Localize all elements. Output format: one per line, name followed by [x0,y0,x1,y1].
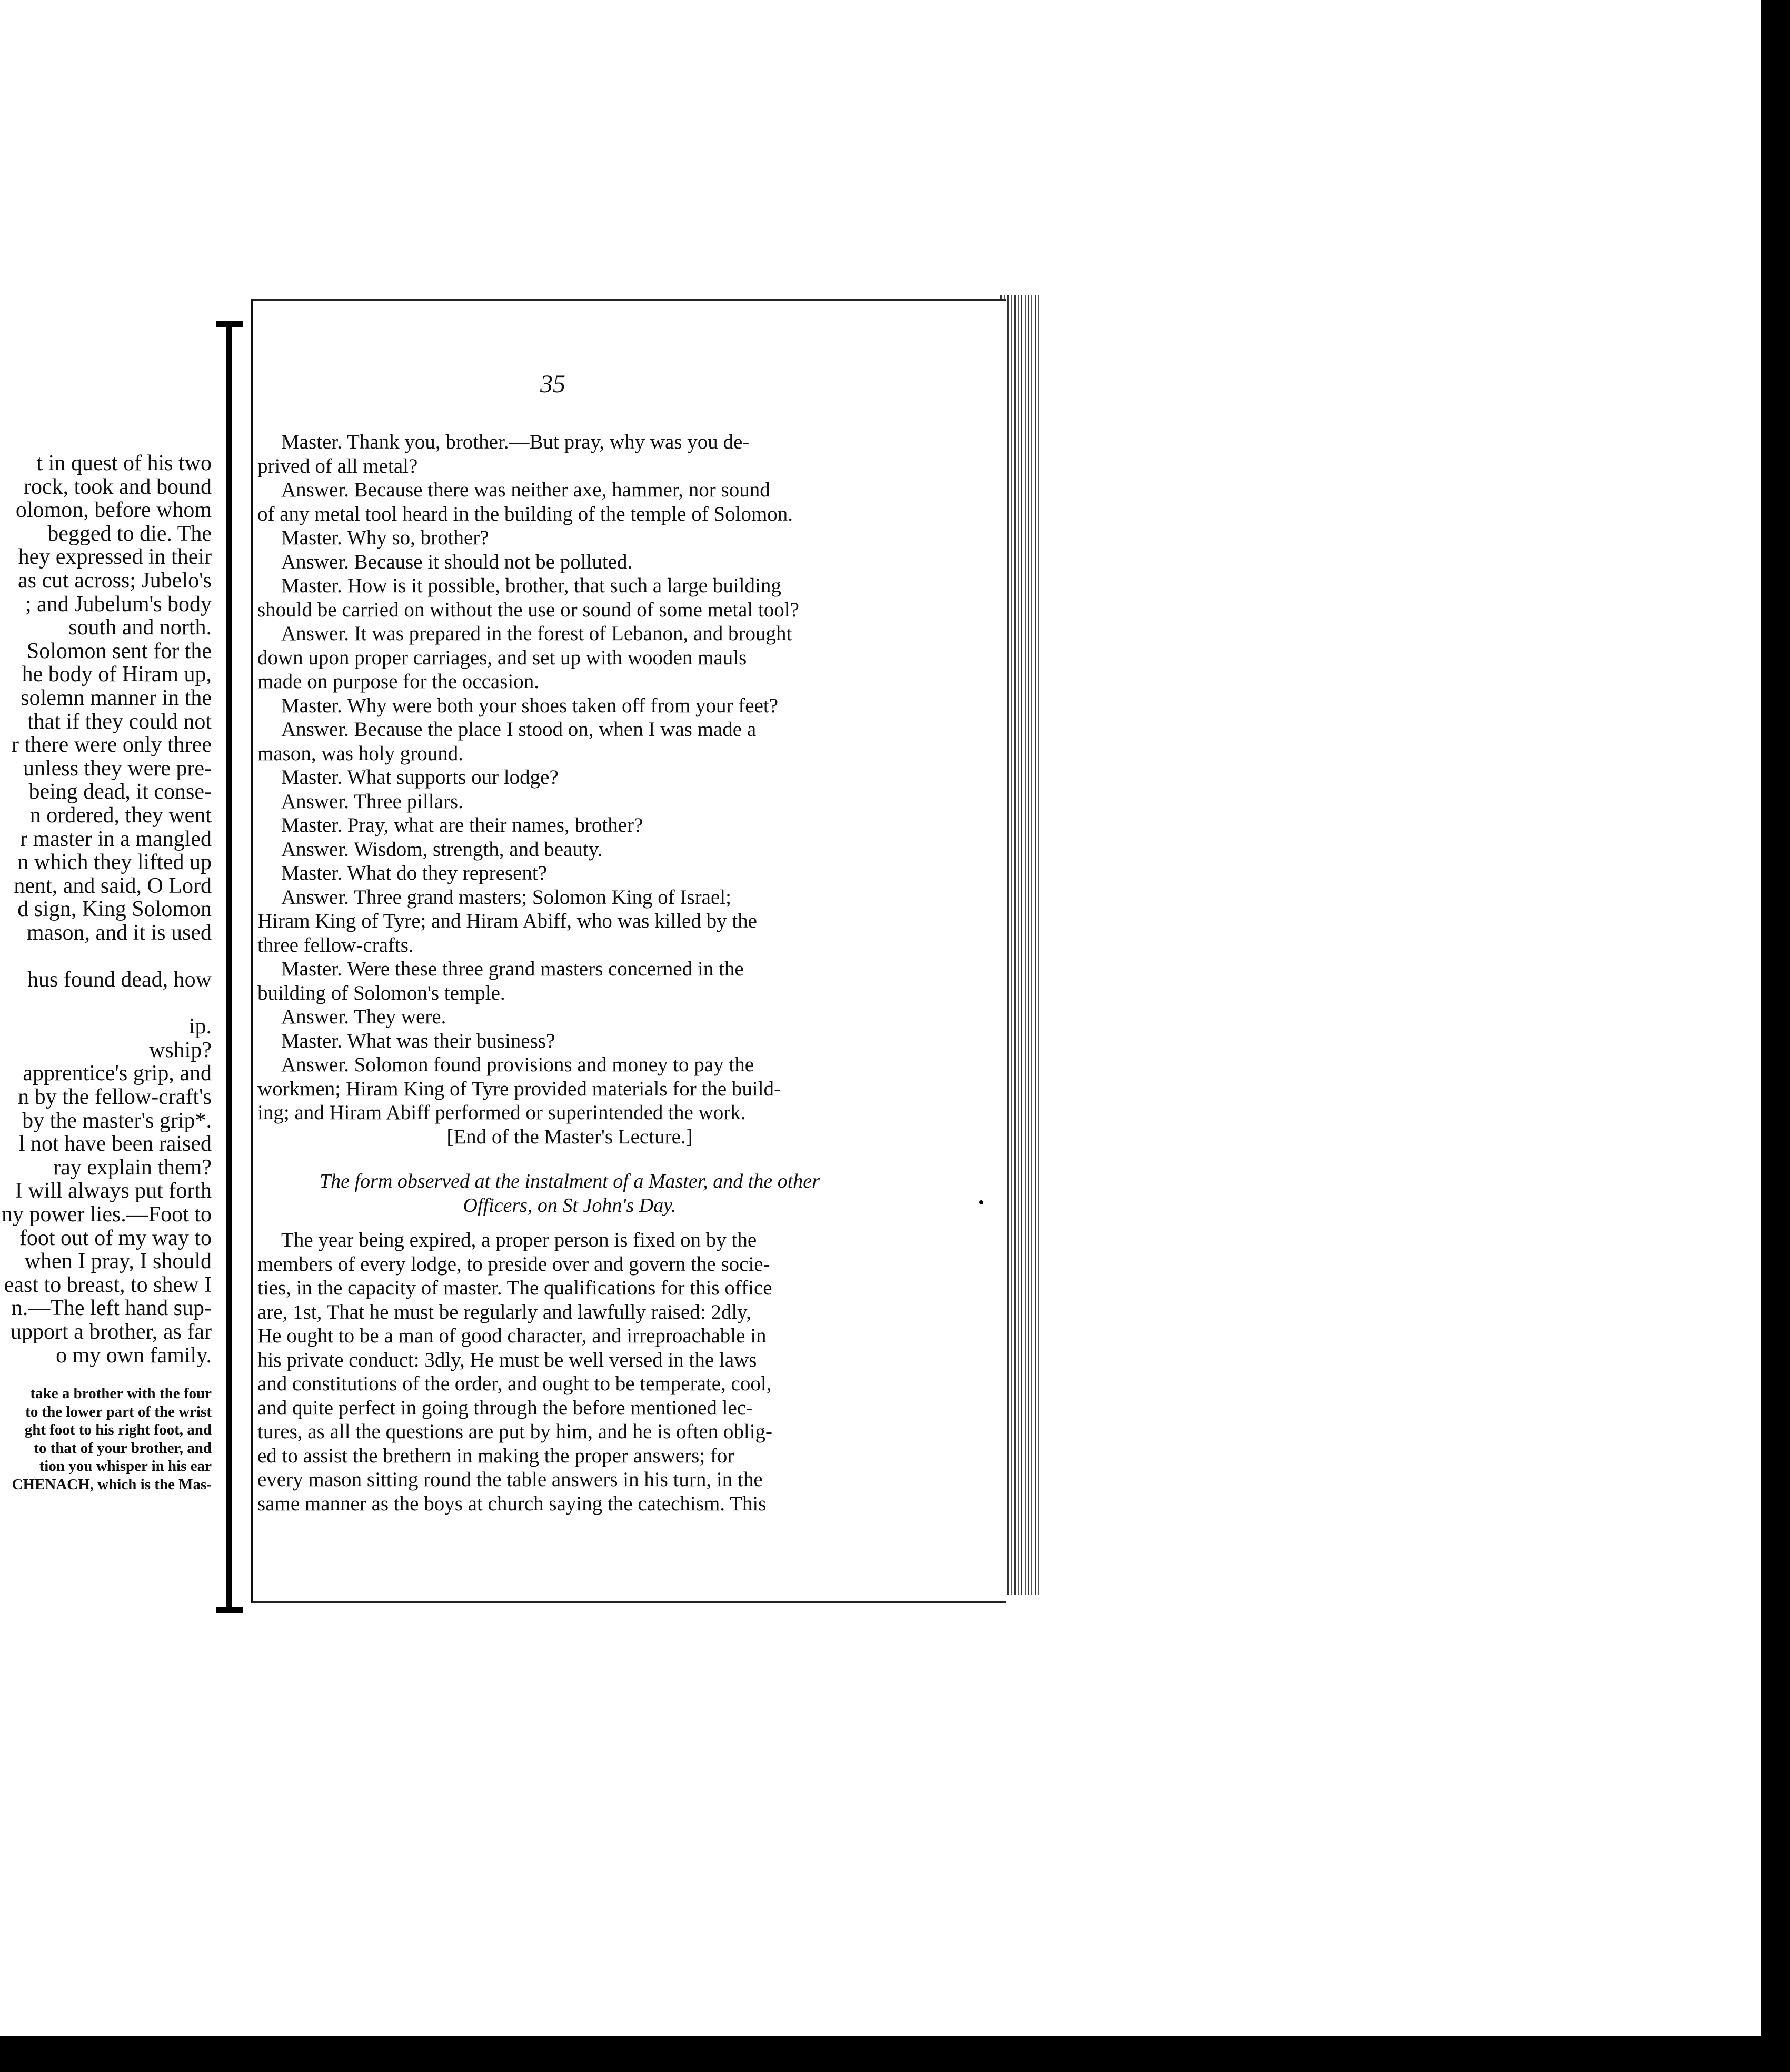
paragraph-line: every mason sitting round the table answers in his turn, in the [257,1468,763,1491]
left-line: south and north. [68,615,212,640]
dialogue-line: Answer. They were. [281,1005,446,1028]
dialogue-line: workmen; Hiram King of Tyre provided materials for the build- [257,1077,781,1100]
gutter-cap-bottom [216,1607,243,1613]
dialogue-line: Master. Thank you, brother.—But pray, why was you de- [281,431,750,453]
left-line: upport a brother, as far [11,1319,212,1344]
left-line: that if they could not [27,709,212,734]
left-line: solemn manner in the [21,685,212,710]
left-page-text [0,452,212,1367]
page-edge-stack [1000,295,1041,1595]
dialogue-line: Master. What supports our lodge? [281,766,559,789]
paragraph-line: same manner as the boys at church saying the catechism. This [257,1492,767,1515]
left-line: n which they lifted up [17,850,212,875]
paragraph-line: and constitutions of the order, and ought to be temperate, cool, [257,1372,772,1395]
left-line: n.—The left hand sup- [11,1296,212,1321]
dialogue-line: Answer. Because there was neither axe, hammer, nor sound [281,479,770,501]
paragraph-line: ties, in the capacity of master. The qualifications for this office [257,1277,772,1299]
dialogue-line: made on purpose for the occasion. [257,670,539,693]
section-heading: The form observed at the instalment of a Master, and the other [320,1170,820,1192]
left-line: hey expressed in their [18,545,212,570]
footnote-line: ght foot to his right foot, and [24,1421,212,1439]
dialogue-line: Master. Were these three grand masters concerned in the [281,958,744,980]
left-line: ; and Jubelum's body [25,592,212,616]
left-line: east to breast, to shew I [4,1272,212,1297]
dialogue-line: Master. Pray, what are their names, brother? [281,814,643,836]
book-gutter [216,321,252,1613]
left-line: n by the fellow-craft's [18,1085,212,1110]
left-line: being dead, it conse- [28,780,212,804]
dialogue-line: Answer. Wisdom, strength, and beauty. [281,838,603,861]
dialogue-line: Master. Why so, brother? [281,526,489,549]
left-footnote [0,1384,212,1494]
footnote-line: tion you whisper in his ear [39,1458,212,1475]
paragraph-line: and quite perfect in going through the before mentioned lec- [257,1396,753,1419]
dialogue-line: Master. Why were both your shoes taken off from your feet? [281,694,779,717]
footnote-line: take a brother with the four [30,1385,212,1402]
left-line: o my own family. [56,1343,212,1368]
dialogue-line: Master. What was their business? [281,1029,555,1052]
dialogue-line: Answer. Because it should not be polluted. [281,550,633,573]
paragraph-line: ed to assist the brethern in making the proper answers; for [257,1444,734,1467]
dialogue-line: of any metal tool heard in the building of the temple of Solomon. [257,502,793,525]
footnote-line: to the lower part of the wrist [25,1403,212,1420]
left-line [0,992,212,1015]
left-line: l not have been raised [18,1132,212,1157]
left-line: r there were only three [11,733,212,758]
dialogue-line: ing; and Hiram Abiff performed or superintended the work. [257,1101,746,1124]
left-line: when I pray, I should [24,1249,212,1274]
scan-speck [979,1200,983,1204]
dialogue-line: building of Solomon's temple. [257,981,505,1004]
dialogue-line: Answer. Because the place I stood on, when I was made a [281,718,757,741]
left-line: begged to die. The [47,521,212,546]
paragraph-line: tures, as all the questions are put by him, and he is often oblig- [257,1420,773,1443]
dialogue-line: should be carried on without the use or sound of some metal tool? [257,598,799,621]
section-heading-cont: Officers, on St John's Day. [463,1194,677,1217]
footnote-line: CHENACH, which is the Mas- [12,1476,212,1493]
left-line: as cut across; Jubelo's [18,568,212,593]
dialogue-line: down upon proper carriages, and set up with wooden mauls [257,646,747,669]
paragraph-line: are, 1st, That he must be regularly and lawfully raised: 2dly, [257,1300,751,1323]
dialogue-line: prived of all metal? [257,454,418,477]
gutter-bar [226,321,232,1613]
left-line: t in quest of his two [36,451,212,475]
right-page [251,299,1006,1603]
left-line: hus found dead, how [27,968,212,992]
left-line: unless they were pre- [23,756,212,781]
page-number: 35 [540,370,565,398]
left-line: I will always put forth [15,1179,212,1203]
dialogue-line: Master. What do they represent? [281,862,548,884]
left-line: ray explain them? [53,1155,212,1180]
left-line: apprentice's grip, and [23,1061,212,1086]
dialogue-line: three fellow-crafts. [257,933,414,957]
left-line: wship? [149,1038,212,1062]
dialogue-line: Answer. It was prepared in the forest of Lebanon, and brought [281,622,792,645]
dialogue-line: mason, was holy ground. [257,742,464,765]
end-note: [End of the Master's Lecture.] [446,1125,693,1148]
left-line: by the master's grip*. [22,1108,212,1133]
left-line: r master in a mangled [20,826,212,851]
paragraph-line: members of every lodge, to preside over and govern the socie- [257,1252,770,1276]
left-line [0,944,212,968]
footnote-line: to that of your brother, and [34,1439,212,1457]
dialogue-line: Hiram King of Tyre; and Hiram Abiff, who was killed by the [257,910,757,932]
dialogue-line: Answer. Solomon found provisions and money to pay the [281,1053,754,1076]
left-line: foot out of my way to [19,1226,212,1250]
right-page-text [257,430,882,1516]
left-line: nent, and said, O Lord [14,873,212,898]
paragraph-line: his private conduct: 3dly, He must be well versed in the laws [257,1348,757,1371]
left-line: d sign, King Solomon [17,897,212,922]
left-page-fragment [0,337,221,1600]
left-line: Solomon sent for the [26,639,212,663]
left-line: n ordered, they went [29,803,212,828]
left-line: olomon, before whom [15,498,212,523]
paragraph-line: He ought to be a man of good character, and irreproachable in [257,1324,767,1347]
dialogue-line: Master. How is it possible, brother, that such a large building [281,574,781,597]
left-line: he body of Hiram up, [22,662,212,687]
left-line: mason, and it is used [26,920,212,945]
left-line: ny power lies.—Foot to [2,1202,212,1227]
dialogue-line: Answer. Three pillars. [281,790,463,813]
left-line: ip. [188,1014,212,1039]
paragraph-line: The year being expired, a proper person is fixed on by the [281,1229,757,1251]
left-line: rock, took and bound [24,474,212,499]
dialogue-line: Answer. Three grand masters; Solomon King of Israel; [281,885,731,909]
